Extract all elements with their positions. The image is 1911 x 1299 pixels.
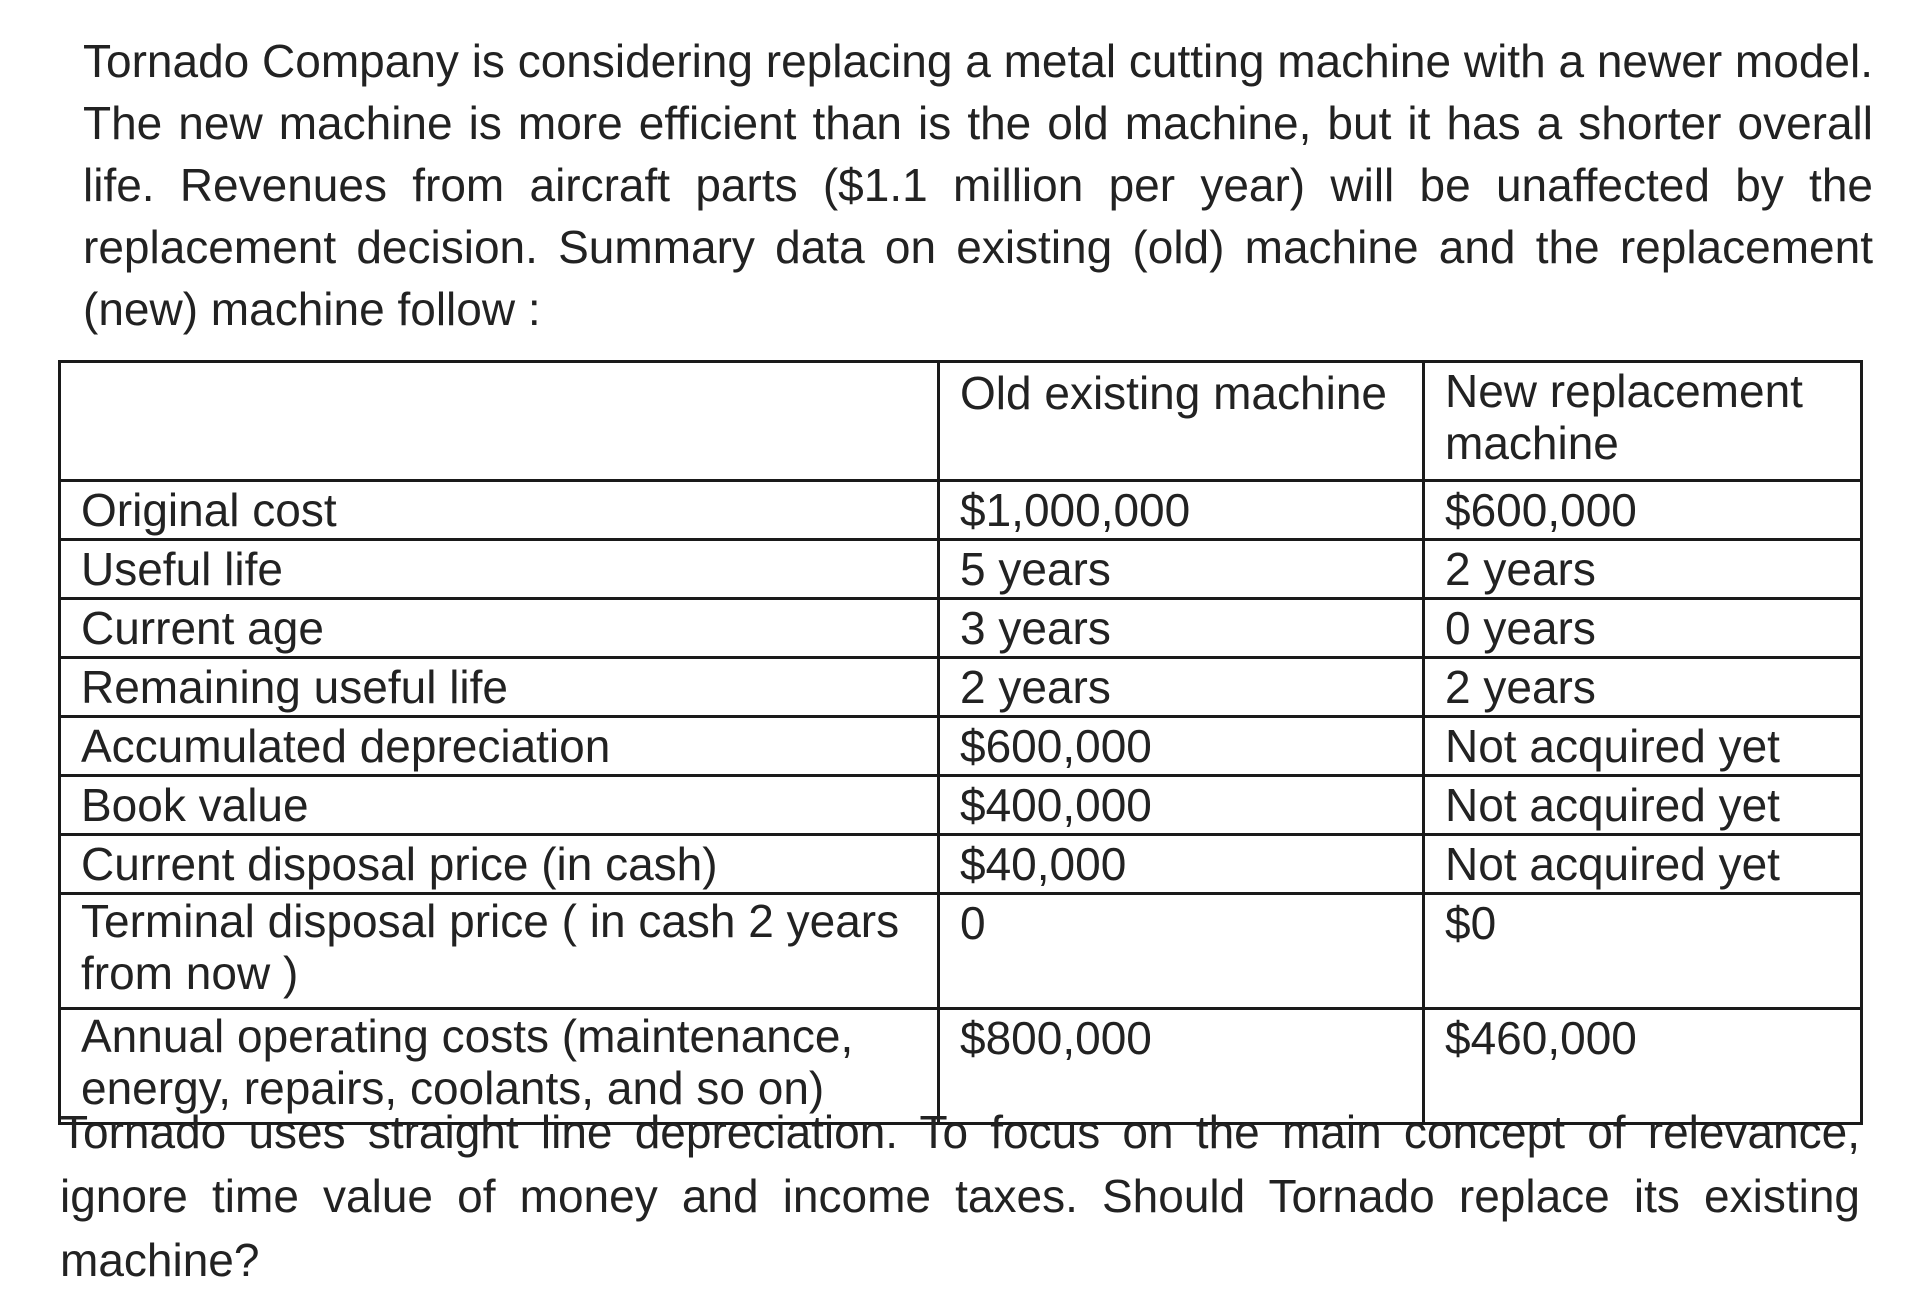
table-row — [60, 717, 1862, 776]
row-label: Original cost — [60, 481, 939, 540]
old-value: $1,000,000 — [939, 481, 1424, 540]
table-row — [60, 481, 1862, 540]
row-label: Remaining useful life — [60, 658, 939, 717]
row-label: Terminal disposal price ( in cash 2 years from now ) — [60, 894, 939, 1009]
new-value: 2 years — [1424, 658, 1862, 717]
table-header-row — [60, 362, 1862, 481]
row-label: Current disposal price (in cash) — [60, 835, 939, 894]
table-row — [60, 835, 1862, 894]
new-value: 2 years — [1424, 540, 1862, 599]
table-row — [60, 599, 1862, 658]
old-value: 0 — [939, 894, 1424, 1009]
header-blank-cell — [60, 362, 939, 481]
new-value: $600,000 — [1424, 481, 1862, 540]
table-row — [60, 776, 1862, 835]
header-new-machine: New replacement machine — [1424, 362, 1862, 481]
new-value: $0 — [1424, 894, 1862, 1009]
old-value: $600,000 — [939, 717, 1424, 776]
row-label: Accumulated depreciation — [60, 717, 939, 776]
new-value: $460,000 — [1424, 1009, 1862, 1124]
intro-paragraph: Tornado Company is considering replacing a metal cutting machine with a newer model. The new machine is more efficient than is the old machine, but it has a shorter overall life. Revenues from aircraft parts ($1.1 million per year) will be unaffected by the replacement decision. Summary data on existing (old) machine and the replacement (new) machine follow : — [83, 35, 1873, 335]
row-label: Annual operating costs (maintenance, energy, repairs, coolants, and so on) — [60, 1009, 939, 1124]
row-label: Book value — [60, 776, 939, 835]
table-row — [60, 894, 1862, 1009]
machine-comparison-table — [58, 360, 1863, 1125]
old-value: 2 years — [939, 658, 1424, 717]
old-value: 3 years — [939, 599, 1424, 658]
old-value: $800,000 — [939, 1009, 1424, 1124]
new-value: Not acquired yet — [1424, 835, 1862, 894]
table-row — [60, 540, 1862, 599]
new-value: Not acquired yet — [1424, 717, 1862, 776]
row-label: Useful life — [60, 540, 939, 599]
outro-paragraph: Tornado uses straight line depreciation. To focus on the main concept of relevance, ignore time value of money and income taxes. Should Tornado replace its existing machine? — [60, 1106, 1860, 1286]
table-row — [60, 658, 1862, 717]
new-value: Not acquired yet — [1424, 776, 1862, 835]
old-value: 5 years — [939, 540, 1424, 599]
new-value: 0 years — [1424, 599, 1862, 658]
header-old-machine: Old existing machine — [939, 362, 1424, 481]
old-value: $400,000 — [939, 776, 1424, 835]
row-label: Current age — [60, 599, 939, 658]
old-value: $40,000 — [939, 835, 1424, 894]
